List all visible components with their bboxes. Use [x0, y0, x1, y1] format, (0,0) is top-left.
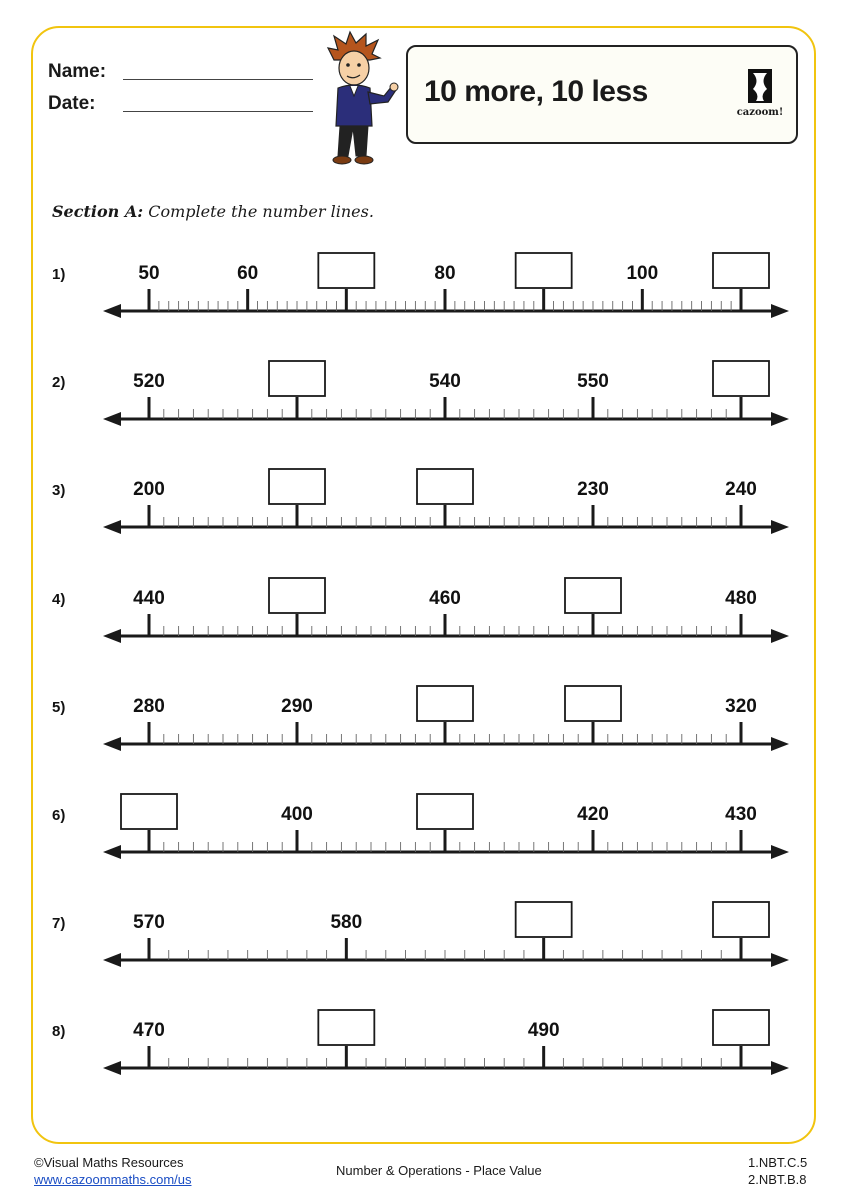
- tick-label: 400: [281, 804, 313, 825]
- section-instruction: Complete the number lines.: [148, 202, 374, 221]
- left-arrow: [103, 520, 121, 534]
- number-line-5: [52, 686, 789, 751]
- answer-box: [565, 686, 621, 721]
- answer-box: [713, 361, 769, 396]
- answer-box: [318, 253, 374, 288]
- tick-label: 540: [429, 371, 461, 392]
- question-number: 2): [52, 374, 66, 391]
- number-line-2: [52, 361, 789, 426]
- question-number: 6): [52, 807, 66, 824]
- name-label: Name:: [48, 61, 107, 82]
- answer-box: [516, 253, 572, 288]
- answer-box: [121, 794, 177, 829]
- footer-standard-1: 1.NBT.C.5: [748, 1155, 808, 1170]
- footer-url-link[interactable]: www.cazoommaths.com/us: [34, 1172, 192, 1187]
- number-line-8: [52, 1010, 789, 1075]
- question-number: 5): [52, 699, 66, 716]
- tick-label: 440: [133, 588, 165, 609]
- question-number: 8): [52, 1023, 66, 1040]
- question-number: 7): [52, 915, 66, 932]
- answer-box: [417, 686, 473, 721]
- answer-box: [516, 902, 572, 937]
- right-arrow: [771, 304, 789, 318]
- tick-label: 490: [527, 1020, 560, 1041]
- answer-box: [417, 794, 473, 829]
- number-line-7: [52, 902, 789, 967]
- number-line-1: [52, 253, 789, 318]
- answer-box: [565, 578, 621, 613]
- left-arrow: [103, 1061, 121, 1075]
- tick-label: 200: [133, 479, 165, 500]
- tick-label: 550: [577, 371, 609, 392]
- tick-label: 290: [281, 696, 313, 717]
- number-line-3: [52, 469, 789, 534]
- left-arrow: [103, 737, 121, 751]
- footer-copyright: ©Visual Maths Resources: [34, 1155, 184, 1170]
- answer-box: [269, 578, 325, 613]
- question-number: 4): [52, 591, 66, 608]
- tick-label: 520: [133, 371, 165, 392]
- right-arrow: [771, 520, 789, 534]
- left-arrow: [103, 629, 121, 643]
- number-line-4: [52, 578, 789, 643]
- answer-box: [417, 469, 473, 504]
- tick-label: 280: [133, 696, 165, 717]
- tick-label: 100: [626, 263, 659, 284]
- tick-label: 580: [330, 912, 363, 933]
- tick-label: 480: [725, 588, 757, 609]
- date-label: Date:: [48, 93, 96, 114]
- logo-text: cazoom!: [736, 107, 784, 118]
- question-number: 3): [52, 482, 66, 499]
- right-arrow: [771, 845, 789, 859]
- tick-label: 320: [725, 696, 757, 717]
- number-line-6: [52, 794, 789, 859]
- tick-label: 240: [725, 479, 757, 500]
- answer-box: [713, 253, 769, 288]
- answer-box: [713, 1010, 769, 1045]
- section-label: Section A:: [52, 202, 144, 221]
- right-arrow: [771, 737, 789, 751]
- answer-box: [269, 469, 325, 504]
- right-arrow: [771, 953, 789, 967]
- answer-box: [318, 1010, 374, 1045]
- tick-label: 230: [577, 479, 609, 500]
- footer-topic: Number & Operations - Place Value: [336, 1163, 542, 1178]
- left-arrow: [103, 304, 121, 318]
- worksheet-title: 10 more, 10 less: [424, 75, 648, 108]
- tick-label: 60: [237, 263, 259, 284]
- tick-label: 430: [725, 804, 757, 825]
- left-arrow: [103, 845, 121, 859]
- tick-label: 50: [138, 263, 160, 284]
- tick-label: 470: [133, 1020, 165, 1041]
- tick-label: 80: [434, 263, 456, 284]
- right-arrow: [771, 629, 789, 643]
- answer-box: [269, 361, 325, 396]
- footer-standard-2: 2.NBT.B.8: [748, 1172, 807, 1187]
- left-arrow: [103, 953, 121, 967]
- question-number: 1): [52, 266, 66, 283]
- tick-label: 460: [429, 588, 461, 609]
- left-arrow: [103, 412, 121, 426]
- tick-label: 570: [133, 912, 165, 933]
- answer-box: [713, 902, 769, 937]
- right-arrow: [771, 412, 789, 426]
- right-arrow: [771, 1061, 789, 1075]
- tick-label: 420: [577, 804, 609, 825]
